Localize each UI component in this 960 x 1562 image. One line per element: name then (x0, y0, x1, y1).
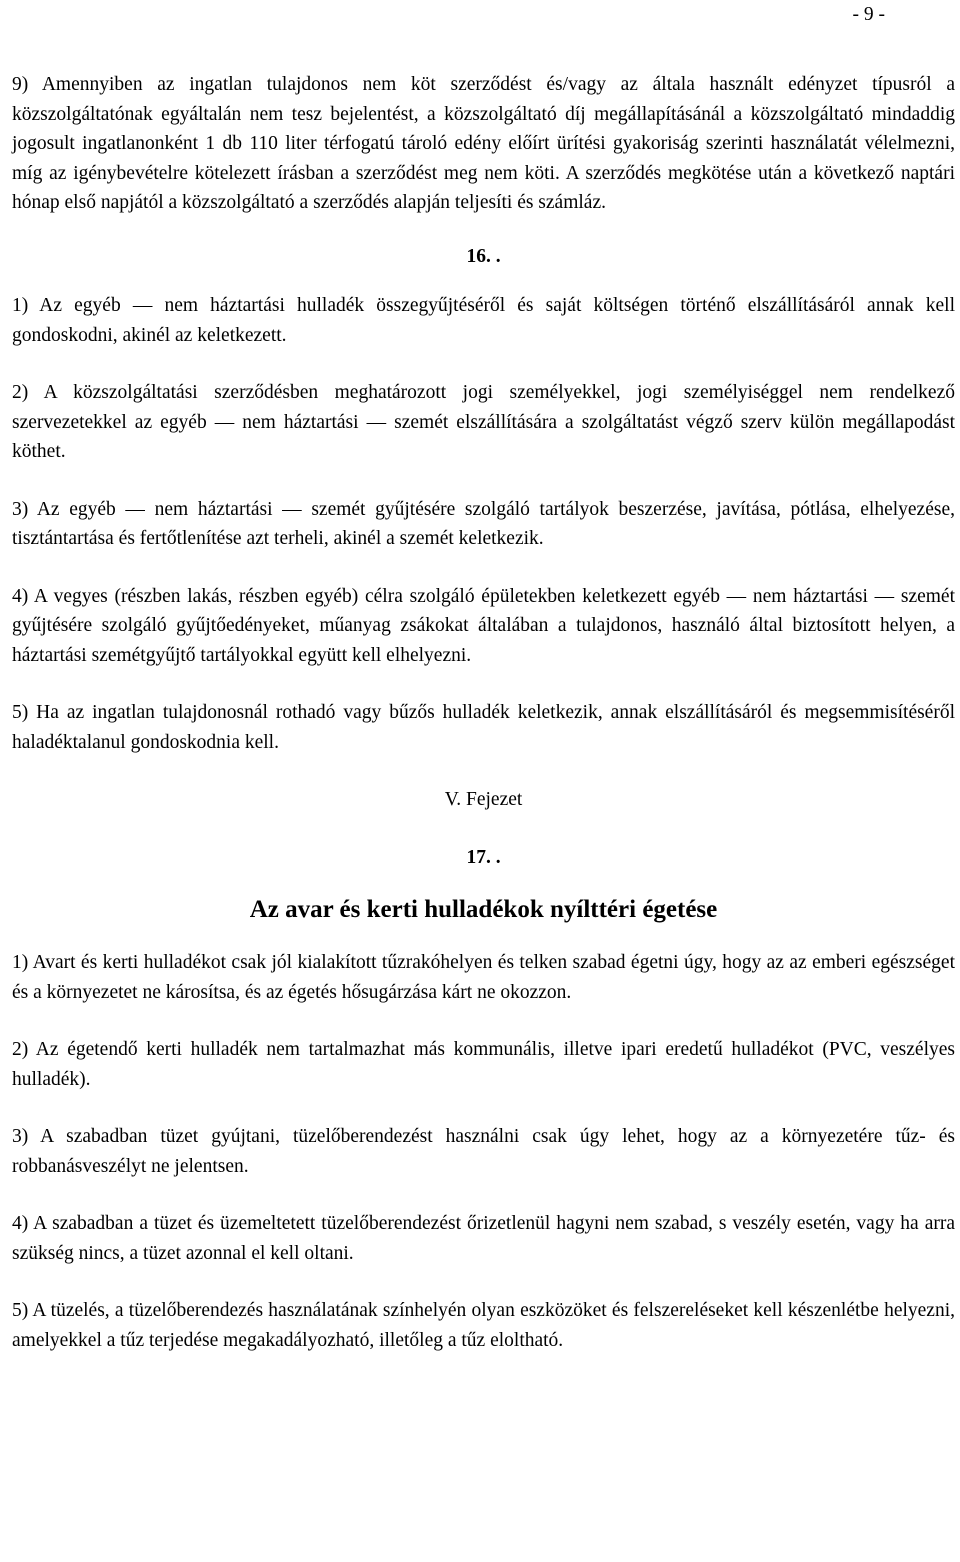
section-16-paragraph-5: 5) Ha az ingatlan tulajdonosnál rothadó vagy bűzős hulladék keletkezik, annak elszállításáról és megsemmisítéséről haladéktalanul gondoskodnia kell. (12, 702, 955, 753)
section-17-paragraph-3: 3) A szabadban tüzet gyújtani, tüzelőberendezést használni csak úgy lehet, hogy az a környezetére tűz- és robbanásveszélyt ne jelentsen. (12, 1126, 955, 1177)
section-17-paragraph-2: 2) Az égetendő kerti hulladék nem tartalmazhat más kommunális, illetve ipari eredetű hulladékot (PVC, veszélyes hulladék). (12, 1039, 955, 1090)
section-17-paragraph-4: 4) A szabadban a tüzet és üzemeltetett tüzelőberendezést őrizetlenül hagyni nem szabad, s veszély esetén, vagy ha arra szükség nincs, a tüzet azonnal el kell oltani. (12, 1213, 955, 1264)
section-17-paragraph-1: 1) Avart és kerti hulladékot csak jól kialakított tűzrakóhelyen és telken szabad égetni úgy, hogy az az emberi egészséget és a környezetet ne károsítsa, és az égetés hősugárzása kárt ne okozzon. (12, 952, 955, 1003)
section-16-paragraph-3: 3) Az egyéb — nem háztartási — szemét gyűjtésére szolgáló tartályok beszerzése, javítása, pótlása, elhelyezése, tisztántartása és fertőtlenítése azt terheli, akinél a szemét keletkezik. (12, 498, 955, 549)
chapter-title: Az avar és kerti hulladékok nyílttéri égetése (249, 896, 718, 923)
paragraph-9: 9) Amennyiben az ingatlan tulajdonos nem köt szerződést és/vagy az általa használt edényzet típusról a közszolgáltatónak egyáltalán nem tesz bejelentést, a közszolgáltató díj megállapításánál a közszolgáltató mindaddig jogosult ingatlanonként 1 db 110 liter térfogatú tároló edény előírt ürítési gyakoriság szerinti használatát vélelmezni, míg az igénybevételre kötelezett írásban a szerződést meg nem köti. A szerződés megkötése után a következő naptári hónap első napjától a közszolgáltató a szerződés alapján teljesíti és számláz. (12, 74, 955, 213)
section-16-heading: 16. . (466, 245, 501, 267)
section-16-paragraph-4: 4) A vegyes (részben lakás, részben egyéb) célra szolgáló épületekben keletkezett egyéb — nem háztartási — szemét gyűjtésére szolgáló gyűjtőedényeket, műanyag zsákokat általában a tulajdonos, használó által biztosított helyen, a háztartási szemétgyűjtő tartályokkal együtt kell elhelyezni. (12, 585, 955, 666)
section-17-paragraph-5: 5) A tüzelés, a tüzelőberendezés használatának színhelyén olyan eszközöket és felszereléseket kell készenlétbe helyezni, amelyekkel a tűz terjedése megakadályozható, illetőleg a tűz eloltható. (12, 1300, 955, 1351)
page-number: - 9 - (852, 4, 885, 25)
section-16-paragraph-1: 1) Az egyéb — nem háztartási hulladék összegyűjtéséről és saját költségen történő elszállításáról annak kell gondoskodni, akinél az keletkezett. (12, 295, 955, 346)
section-17-heading: 17. . (466, 846, 501, 868)
section-16-paragraph-2: 2) A közszolgáltatási szerződésben meghatározott jogi személyekkel, jogi személyiséggel nem rendelkező szervezetekkel az egyéb — nem háztartási — szemét elszállítására a szolgáltatást végző szerv külön megállapodást köthet. (12, 382, 955, 462)
chapter-heading: V. Fejezet (444, 789, 523, 810)
